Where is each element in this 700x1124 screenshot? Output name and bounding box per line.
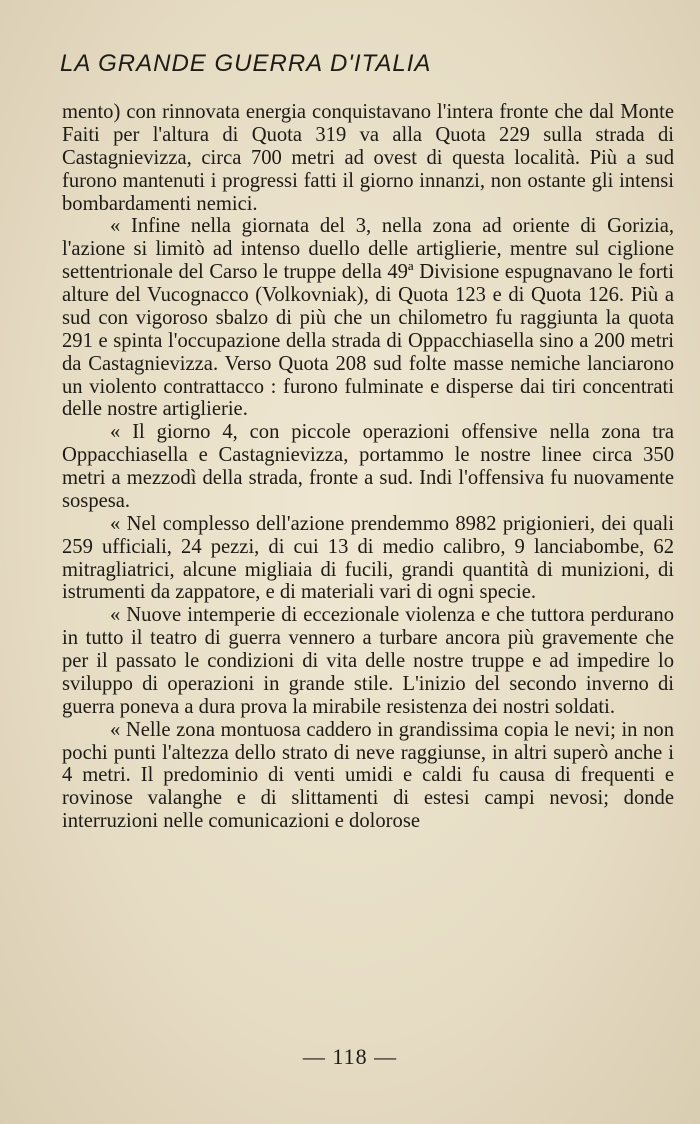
paragraph-giorno-4: « Il giorno 4, con piccole operazioni offensive nella zona tra Oppacchiasella e Castagnievizza, portammo le nostre linee circa 350 metri a mezzodì della strada, fronte a sud. Indi l'offensiva fu nuovamente sospesa. — [62, 421, 674, 512]
paragraph-continuation: mento) con rinnovata energia conquistavano l'intera fronte che dal Monte Faiti per l'altura di Quota 319 va alla Quota 229 sulla strada di Castagnievizza, circa 700 metri ad ovest di questa località. Più a sud furono mantenuti i progressi fatti il giorno innanzi, non ostante gli intensi bombardamenti nemici. — [62, 101, 674, 215]
paragraph-nevi: « Nelle zona montuosa caddero in grandissima copia le nevi; in non pochi punti l'altezza dello strato di neve raggiunse, in altri superò anche i 4 metri. Il predominio di venti umidi e caldi fu causa di frequenti e rovinose valanghe e di slittamenti di estesi campi nevosi; donde interruzioni nelle comunicazioni e dolorose — [62, 718, 674, 833]
paragraph-gorizia: « Infine nella giornata del 3, nella zona ad oriente di Gorizia, l'azione si limitò ad intenso duello delle artiglierie, mentre sul ciglione settentrionale del Carso le truppe della 49ª Divisione espugnavano le forti alture del Vucognacco (Volkovniak), di Quota 123 e di Quota 126. Più a sud con vigoroso sbalzo di più che un chilometro fu raggiunta la quota 291 e spinta l'occupazione della strada di Oppacchiasella sino a 200 metri da Castagnievizza. Verso Quota 208 sud folte masse nemiche lanciarono un violento contrattacco : furono fulminate e disperse dai tiri concentrati delle nostre artiglierie. — [62, 215, 674, 421]
running-header: LA GRANDE GUERRA D'ITALIA — [60, 50, 432, 77]
page-number: — 118 — — [302, 1044, 398, 1069]
paragraph-intemperie: « Nuove intemperie di eccezionale violenza e che tuttora perdurano in tutto il teatro di guerra vennero a turbare ancora più gravemente che per il passato le condizioni di vita delle nostre truppe e ad impedire lo sviluppo di operazioni in grande stile. L'inizio del secondo inverno di guerra poneva a dura prova la mirabile resistenza dei nostri soldati. — [62, 604, 674, 718]
paragraph-prigionieri: « Nel complesso dell'azione prendemmo 8982 prigionieri, dei quali 259 ufficiali, 24 pezzi, di cui 13 di medio calibro, 9 lanciabombe, 62 mitragliatrici, alcune migliaia di fucili, grandi quantità di munizioni, di istrumenti da zappatore, e di materiali vari di ogni specie. — [62, 512, 674, 604]
body-text — [62, 101, 674, 833]
